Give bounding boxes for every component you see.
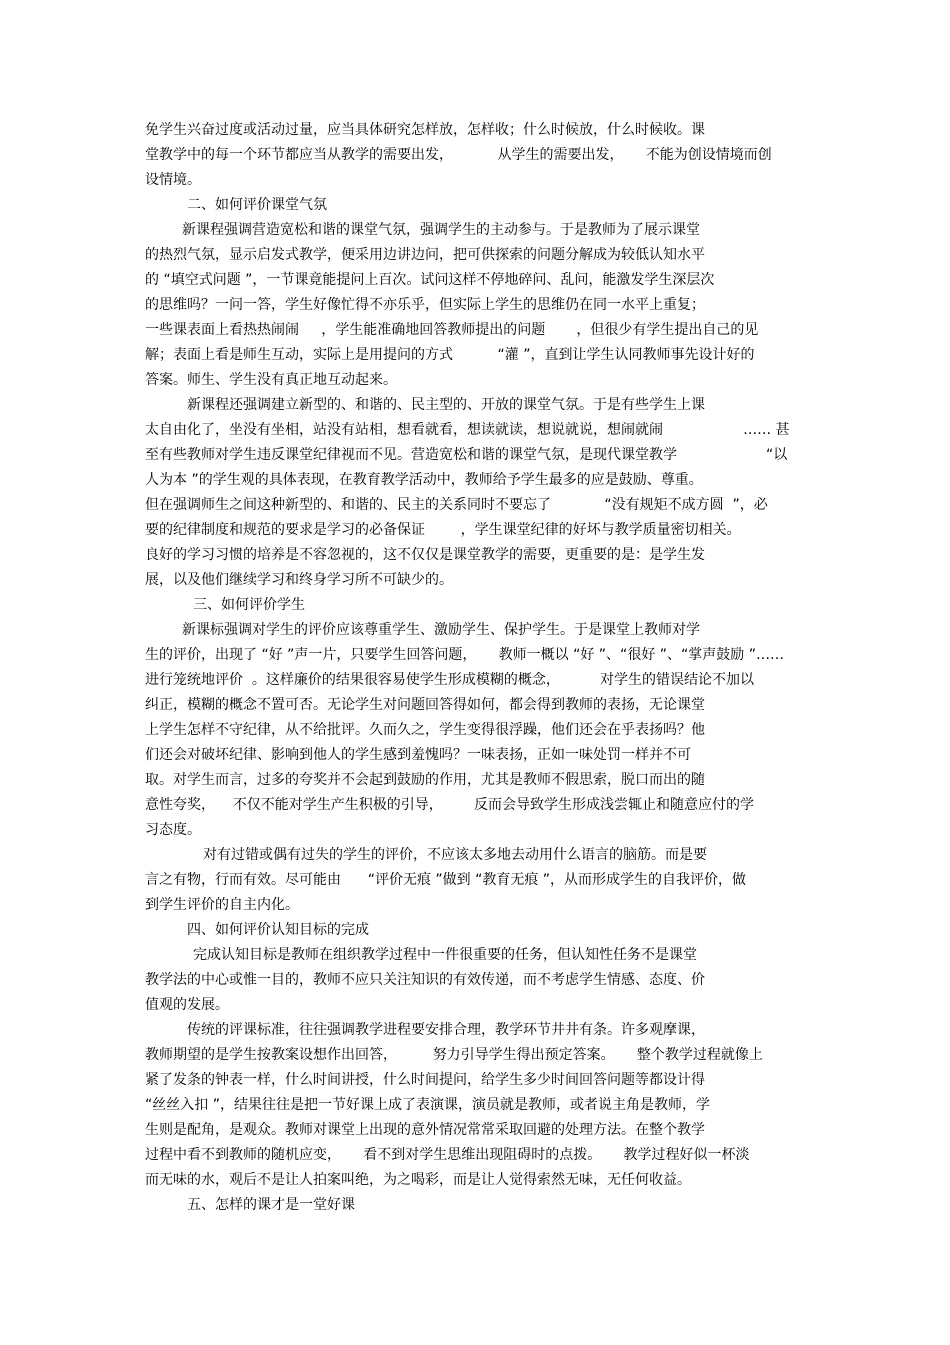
paragraph-line: 答案。师生、学生没有真正地互动起来。 [145, 372, 397, 388]
paragraph-line: 完成认知目标是教师在组织教学过程中一件很重要的任务，但认知性任务不是课堂 [193, 947, 697, 963]
paragraph-line: 堂教学中的每一个环节都应当从教学的需要出发， 从学生的需要出发， 不能为创设情境而创 [145, 147, 772, 163]
paragraph-line: 设情境。 [145, 172, 201, 188]
paragraph-line: 意性夸奖， 不仅不能对学生产生积极的引导， 反而会导致学生形成浅尝辄止和随意应付的学 [145, 797, 754, 813]
paragraph-line: 要的纪律制度和规范的要求是学习的必备保证 ，学生课堂纪律的好坏与教学质量密切相关。 [145, 522, 741, 538]
paragraph-line: 展，以及他们继续学习和终身学习所不可缺少的。 [145, 572, 453, 588]
paragraph-line: 太自由化了，坐没有坐相，站没有站相，想看就看，想读就读，想说就说，想闹就闹 …… 甚 [145, 422, 790, 438]
paragraph-line: 生的评价，出现了 “好 ”声一片，只要学生回答问题， 教师一概以 “好 ”、“很好 ”、“掌声鼓励 ”…… [145, 647, 784, 663]
paragraph-line: 对有过错或偶有过失的学生的评价，不应该太多地去动用什么语言的脑筋。而是要 [203, 847, 707, 863]
paragraph-line: 的热烈气氛，显示启发式教学，便采用边讲边问，把可供探索的问题分解成为较低认知水平 [145, 247, 705, 263]
paragraph-line: 但在强调师生之间这种新型的、和谐的、民主的关系同时不要忘了 “没有规矩不成方圆 ”，必 [145, 497, 768, 513]
paragraph-line: 上学生怎样不守纪律，从不给批评。久而久之，学生变得很浮躁，他们还会在乎表扬吗？他 [145, 722, 705, 738]
paragraph-line: 习态度。 [145, 822, 201, 838]
paragraph-line: 传统的评课标准，往往强调教学进程要安排合理，教学环节井井有条。许多观摩课， [187, 1022, 705, 1038]
paragraph-line: 良好的学习习惯的培养是不容忽视的，这不仅仅是课堂教学的需要，更重要的是：是学生发 [145, 547, 705, 563]
paragraph-line: 的 “填空式问题 ”，一节课竟能提问上百次。试问这样不停地碎问、乱问，能激发学生深层次 [145, 272, 715, 288]
section-heading: 三、如何评价学生 [193, 597, 305, 613]
paragraph-line: 紧了发条的钟表一样，什么时间讲授，什么时间提问，给学生多少时间回答问题等都设计得 [145, 1072, 705, 1088]
section-heading: 二、如何评价课堂气氛 [187, 197, 327, 213]
section-heading: 四、如何评价认知目标的完成 [187, 922, 369, 938]
paragraph-line: 的思维吗？一问一答，学生好像忙得不亦乐乎，但实际上学生的思维仍在同一水平上重复； [145, 297, 705, 313]
paragraph-line: 教师期望的是学生按教案设想作出回答， 努力引导学生得出预定答案。 整个教学过程就像上 [145, 1047, 763, 1063]
paragraph-line: 至有些教师对学生违反课堂纪律视而不见。营造宽松和谐的课堂气氛，是现代课堂教学 “以 [145, 447, 788, 463]
paragraph-line: 新课程还强调建立新型的、和谐的、民主型的、开放的课堂气氛。于是有些学生上课 [187, 397, 705, 413]
paragraph-line: 免学生兴奋过度或活动过量，应当具体研究怎样放，怎样收；什么时候放，什么时候收。课 [145, 122, 705, 138]
paragraph-line: 们还会对破坏纪律、影响到他人的学生感到羞愧吗？一味表扬，正如一味处罚一样并不可 [145, 747, 691, 763]
paragraph-line: “丝丝入扣 ”，结果往往是把一节好课上成了表演课，演员就是教师，或者说主角是教师，学 [145, 1097, 710, 1113]
paragraph-line: 值观的发展。 [145, 997, 229, 1013]
paragraph-line: 到学生评价的自主内化。 [145, 897, 299, 913]
paragraph-line: 纠正，模糊的概念不置可否。无论学生对问题回答得如何，都会得到教师的表扬，无论课堂 [145, 697, 705, 713]
paragraph-line: 新课标强调对学生的评价应该尊重学生、激励学生、保护学生。于是课堂上教师对学 [182, 622, 700, 638]
paragraph-line: 生则是配角，是观众。教师对课堂上出现的意外情况常常采取回避的处理方法。在整个教学 [145, 1122, 705, 1138]
section-heading: 五、怎样的课才是一堂好课 [187, 1197, 355, 1213]
paragraph-line: 而无味的水，观后不是让人拍案叫绝，为之喝彩，而是让人觉得索然无味，无任何收益。 [145, 1172, 691, 1188]
paragraph-line: 教学法的中心或惟一目的，教师不应只关注知识的有效传递，而不考虑学生情感、态度、价 [145, 972, 705, 988]
paragraph-line: 取。对学生而言，过多的夸奖并不会起到鼓励的作用，尤其是教师不假思索，脱口而出的随 [145, 772, 705, 788]
paragraph-line: 进行笼统地评价 。这样廉价的结果很容易使学生形成模糊的概念， 对学生的错误结论不加以 [145, 672, 754, 688]
paragraph-line: 新课程强调营造宽松和谐的课堂气氛，强调学生的主动参与。于是教师为了展示课堂 [182, 222, 700, 238]
paragraph-line: 过程中看不到教师的随机应变， 看不到对学生思维出现阻碍时的点拨。 教学过程好似一杯淡 [145, 1147, 750, 1163]
paragraph-line: 一些课表面上看热热闹闹 ，学生能准确地回答教师提出的问题 ，但很少有学生提出自己的见 [145, 322, 759, 338]
paragraph-line: 人为本 ”的学生观的具体表现，在教育教学活动中，教师给予学生最多的应是鼓励、尊重。 [145, 472, 703, 488]
paragraph-line: 解；表面上看是师生互动，实际上是用提问的方式 “灌 ”，直到让学生认同教师事先设计好的 [145, 347, 755, 363]
paragraph-line: 言之有物，行而有效。尽可能由 “评价无痕 ”做到 “教育无痕 ”，从而形成学生的自我评价，做 [145, 872, 747, 888]
